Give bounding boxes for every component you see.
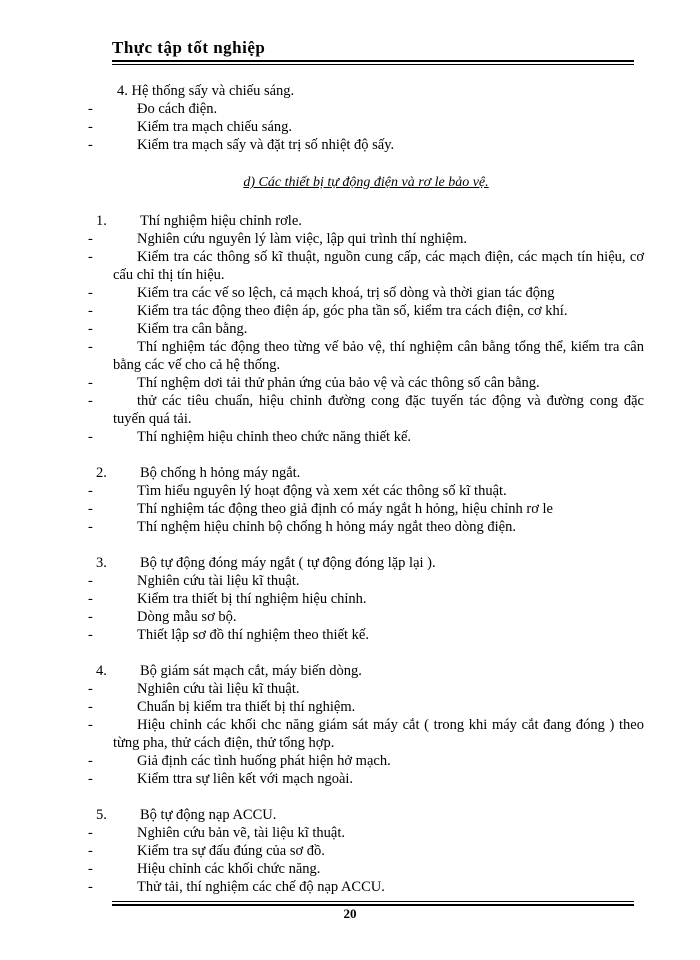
- numbered-heading: 1. Thí nghiệm hiệu chỉnh rơle.: [96, 213, 302, 229]
- list-item: - Giả định các tình huống phát hiện hở mạch.: [88, 753, 391, 769]
- numbered-heading: 2. Bộ chống h hỏng máy ngắt.: [96, 465, 301, 481]
- numbered-heading: 3. Bộ tự động đóng máy ngắt ( tự động đóng lặp lại ).: [96, 555, 436, 571]
- list-item: - Đo cách điện.: [88, 101, 218, 117]
- list-item: - Kiểm tra mạch chiếu sáng.: [88, 119, 293, 135]
- list-item: - Nghiên cứu nguyên lý làm việc, lập qui trình thí nghiệm.: [88, 231, 468, 247]
- list-item: - Thí nghệm hiệu chỉnh bộ chống h hỏng máy ngắt theo dòng điện.: [88, 519, 516, 535]
- list-item: - Dòng mẫu sơ bộ.: [88, 609, 237, 625]
- list-item: - Chuẩn bị kiểm tra thiết bị thí nghiệm.: [88, 699, 356, 715]
- list-item: - Kiểm tra mạch sấy và đặt trị số nhiệt độ sấy.: [88, 137, 395, 153]
- list-item: - Kiểm tra tác động theo điện áp, góc pha tần số, kiểm tra cách điện, cơ khí.: [88, 303, 568, 319]
- list-item: - Kiểm tra cân bằng.: [88, 321, 248, 337]
- footer-rule-thin: [112, 901, 634, 902]
- list-item: - Thí nghiệm tác động theo từng vế bảo vệ, thí nghiệm cân bằng tổng thể, kiểm tra cân bằng các vế cho cả hệ thống.: [88, 339, 644, 373]
- list-item: - Kiểm ttra sự liên kết với mạch ngoài.: [88, 771, 354, 787]
- document-body: [88, 82, 644, 896]
- list-item: - Thí nghiệm tác động theo giả định có máy ngắt h hỏng, hiệu chỉnh rơ le: [88, 501, 553, 517]
- list-item: - Nghiên cứu tài liệu kĩ thuật.: [88, 573, 300, 589]
- list-item: - Hiệu chỉnh các khối chức năng.: [88, 861, 321, 877]
- section-heading: 4. Hệ thống sấy và chiếu sáng.: [117, 83, 295, 99]
- list-item: - Thí nghệm dơi tải thử phản ứng của bảo vệ và các thông số cân bằng.: [88, 375, 540, 391]
- list-item: - Kiểm tra sự đấu đúng của sơ đồ.: [88, 843, 325, 859]
- list-item: - Tìm hiểu nguyên lý hoạt động và xem xét các thông số kĩ thuật.: [88, 483, 507, 499]
- page-header: [112, 38, 634, 58]
- list-item: - Nghiên cứu bản vẽ, tài liệu kĩ thuật.: [88, 825, 345, 841]
- list-item: - Kiểm tra các vế so lệch, cả mạch khoá, trị số dòng và thời gian tác động: [88, 285, 555, 301]
- header-rule-thick: [112, 60, 634, 62]
- numbered-heading: 5. Bộ tự động nạp ACCU.: [96, 807, 277, 823]
- list-item: - Kiểm tra thiết bị thí nghiệm hiệu chỉnh.: [88, 591, 367, 607]
- page-number: 20: [343, 906, 357, 921]
- list-item: - Nghiên cứu tài liệu kĩ thuật.: [88, 681, 300, 697]
- list-item: - Kiểm tra các thông số kĩ thuật, nguồn cung cấp, các mạch điện, các mạch tín hiệu, cơ cấu chỉ thị tín hiệu.: [88, 249, 644, 283]
- list-item: - thử các tiêu chuẩn, hiệu chỉnh đường cong đặc tuyến tác động và đường cong đặc tuyến quá tải.: [88, 393, 644, 427]
- numbered-heading: 4. Bộ giám sát mạch cắt, máy biến dòng.: [96, 663, 362, 679]
- list-item: - Thử tải, thí nghiệm các chế độ nạp ACCU.: [88, 879, 385, 895]
- header-rule-thin: [112, 64, 634, 65]
- header-title: Thực tập tốt nghiệp: [112, 38, 266, 57]
- subsection-title: d) Các thiết bị tự động điện và rơ le bảo vệ.: [243, 175, 489, 190]
- list-item: - Hiệu chỉnh các khối chc năng giám sát máy cắt ( trong khi máy cắt đang đóng ) theo từng pha, thử cách điện, thử tổng hợp.: [88, 717, 644, 751]
- list-item: - Thí nghiệm hiệu chỉnh theo chức năng thiết kế.: [88, 429, 412, 445]
- list-item: - Thiết lập sơ đồ thí nghiệm theo thiết kế.: [88, 627, 369, 643]
